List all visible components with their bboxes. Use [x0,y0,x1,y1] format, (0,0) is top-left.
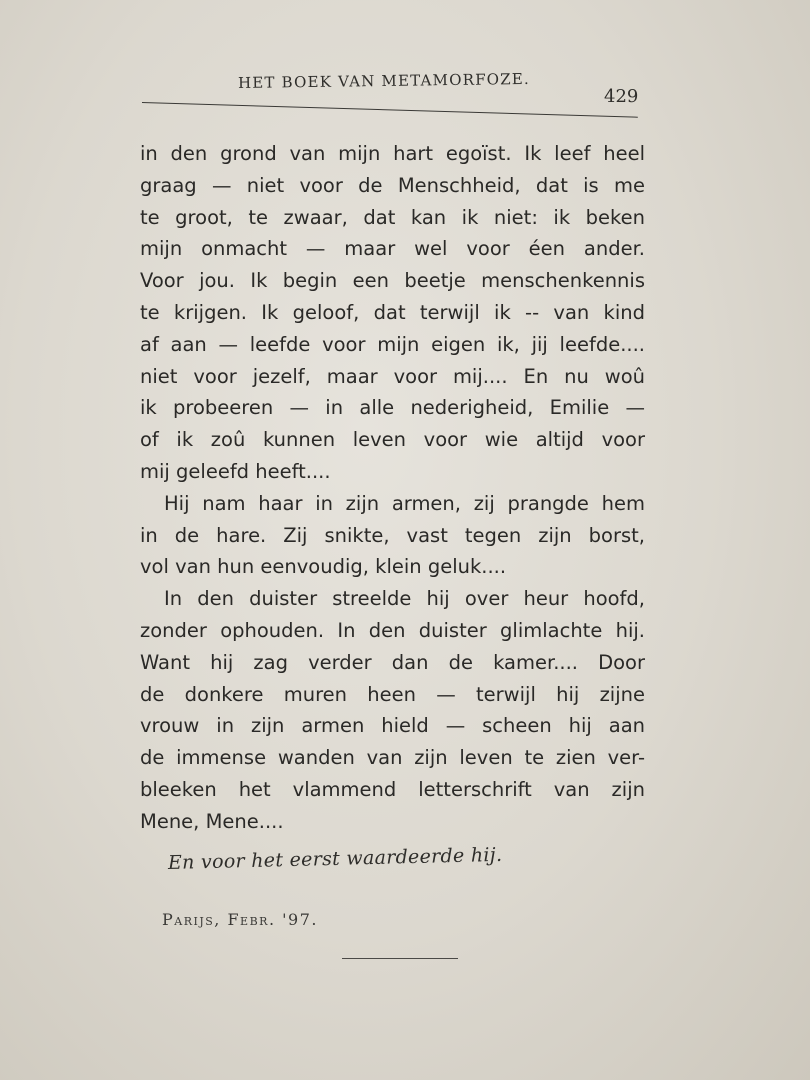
end-rule [342,958,458,959]
text-line: af aan — leefde voor mijn eigen ik, jij leefde.... [140,332,645,356]
dateline: Parijs, Febr. '97. [162,910,318,929]
text-line: te krijgen. Ik geloof, dat terwijl ik -- van kind [140,300,645,324]
text-line: ik probeeren — in alle nederigheid, Emilie — [140,396,645,420]
text-line: mijn onmacht — maar wel voor éen ander. [140,237,645,261]
text-line: Voor jou. Ik begin een beetje menschenkennis [140,269,645,293]
text-line: mij geleefd heeft.... [140,459,331,483]
text-line: Hij nam haar in zijn armen, zij prangde hem [164,491,645,515]
text-line: vrouw in zijn armen hield — scheen hij aan [140,714,645,738]
text-line: of ik zoû kunnen leven voor wie altijd voor [140,428,645,452]
text-line: vol van hun eenvoudig, klein geluk.... [140,555,507,579]
text-line: bleeken het vlammend letterschrift van zijn [140,777,645,801]
text-line: in de hare. Zij snikte, vast tegen zijn borst, [140,523,645,547]
body-text [140,138,645,838]
text-line: te groot, te zwaar, dat kan ik niet: ik beken [140,205,645,229]
text-line: niet voor jezelf, maar voor mij.... En nu woû [140,364,645,388]
text-line: zonder ophouden. In den duister glimlachte hij. [140,618,645,642]
running-header-title: HET BOEK VAN METAMORFOZE. [237,69,531,92]
page-number: 429 [604,86,639,107]
text-line: de immense wanden van zijn leven te zien ver- [140,746,645,770]
text-line: In den duister streelde hij over heur hoofd, [164,587,645,611]
closing-italic-line: En voor het eerst waardeerde hij. [167,843,503,874]
text-line: de donkere muren heen — terwijl hij zijne [140,682,645,706]
text-line: Mene, Mene.... [140,809,284,833]
text-line: Want hij zag verder dan de kamer.... Door [140,650,645,674]
text-line: in den grond van mijn hart egoïst. Ik leef heel [140,142,645,165]
text-line: graag — niet voor de Menschheid, dat is me [140,173,645,197]
header-rule [142,102,638,118]
